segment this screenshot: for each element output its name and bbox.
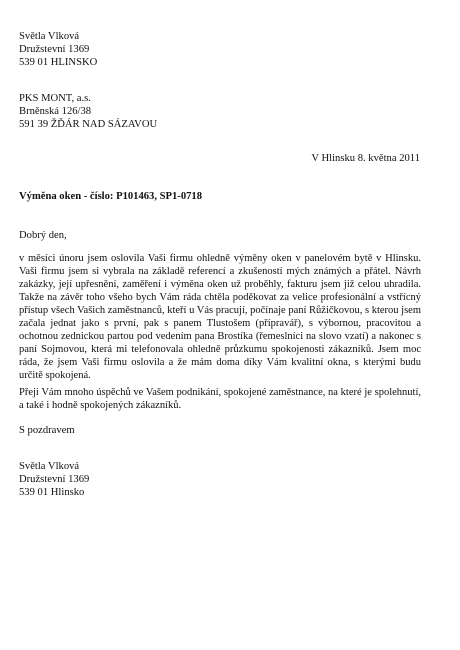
letter-greeting: Dobrý den, [19,230,67,241]
sender-address [19,30,97,69]
letter-closing: S pozdravem [19,425,75,436]
signature-name: Světla Vlková [19,461,80,472]
sender-city: 539 01 HLINSKO [19,57,98,68]
signature-street: Družstevní 1369 [19,474,90,485]
body-paragraph-1: v měsíci únoru jsem oslovila Vaši firmu ohledně výměny oken v panelovém bytě v Hlinsku. Vaši firmu jsem si vybrala na základě referencí a zkušeností mých známých a přátel. Návrh zakázky, její upřesnění, zaměření i výměna oken už proběhly, fakturu jsem již celou uhradila. Takže na závěr toho všeho bych Vám ráda chtěla poděkovat za velice profesionální a vstřícný přístup všech Vašich zaměstnanců, kteří u Vás pracují, počínaje paní Růžičkovou, s kterou jsem začala jednat jako s první, pak s panem Tlustošem (přípravář), s výbornou, pracovitou a ochotnou zednickou partou pod vedením pana Brostíka (řemeslníci na slovo vzatí) a nakonec s paní Sojmovou, která mi telefonovala ohledně průzkumu spokojenosti zákazníků. Jsem moc ráda, že jsem Vaši firmu oslovila a že mám doma díky Vám kvalitní okna, s kterými budu určitě spokojená. [19,253,422,381]
recipient-company: PKS MONT, a.s. [19,93,91,104]
signature-block [19,460,89,499]
sender-name: Světla Vlková [19,31,80,42]
signature-city: 539 01 Hlinsko [19,487,85,498]
recipient-street: Brněnská 126/38 [19,106,92,117]
recipient-address [19,92,157,131]
letter-subject: Výměna oken - číslo: P101463, SP1-0718 [19,191,203,202]
sender-street: Družstevní 1369 [19,44,90,55]
letter-date: V Hlinsku 8. května 2011 [311,153,420,164]
recipient-city: 591 39 ŽĎÁR NAD SÁZAVOU [19,119,158,130]
body-paragraph-2: Přeji Vám mnoho úspěchů ve Vašem podnikání, spokojené zaměstnance, na které je spolehnutí, a také i hodně spokojených zákazníků. [19,387,421,411]
